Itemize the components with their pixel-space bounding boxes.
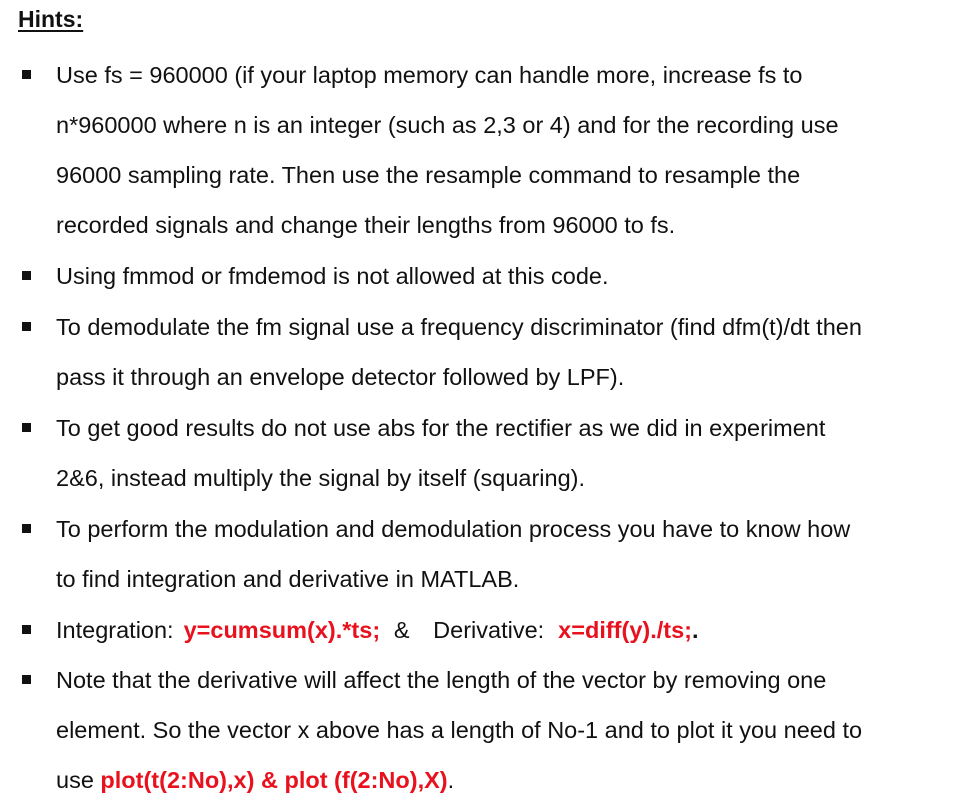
hint-1-line-1: Use fs = 960000 (if your laptop memory can handle more, increase fs to [56, 62, 803, 88]
hint-4-line-1: To get good results do not use abs for the rectifier as we did in experiment [56, 415, 826, 441]
hint-5-line-1: To perform the modulation and demodulation process you have to know how [56, 516, 851, 542]
trailing-period: . [692, 617, 699, 643]
hint-3-line-1: To demodulate the fm signal use a frequency discriminator (find dfm(t)/dt then [56, 314, 862, 340]
bullet-marker [22, 625, 31, 634]
hint-7-line-1: Note that the derivative will affect the length of the vector by removing one [56, 667, 827, 693]
integration-code: y=cumsum(x).*ts; [183, 617, 381, 643]
hint-5-line-2: to find integration and derivative in MATLAB. [56, 566, 520, 592]
hint-2-line-1: Using fmmod or fmdemod is not allowed at this code. [56, 263, 609, 289]
ampersand: & [393, 617, 410, 643]
hint-4-line-2: 2&6, instead multiply the signal by itself (squaring). [56, 465, 586, 491]
hint-7-line-3 [56, 765, 454, 795]
hint-1-line-4: recorded signals and change their lengths from 96000 to fs. [56, 212, 676, 238]
hint-7-prefix: use [56, 767, 94, 793]
bullet-marker [22, 675, 31, 684]
bullet-marker [22, 423, 31, 432]
bullet-marker [22, 70, 31, 79]
hint-1-line-2: n*960000 where n is an integer (such as 2,3 or 4) and for the recording use [56, 112, 839, 138]
plot-code: plot(t(2:No),x) & plot (f(2:No),X) [100, 767, 448, 793]
hint-6-formulas [56, 615, 699, 645]
bullet-marker [22, 524, 31, 533]
hints-heading: Hints: [18, 6, 84, 32]
derivative-label: Derivative: [433, 617, 545, 643]
bullet-marker [22, 322, 31, 331]
hint-1-line-3: 96000 sampling rate. Then use the resample command to resample the [56, 162, 801, 188]
hint-7-suffix: . [447, 767, 455, 793]
integration-label: Integration: [56, 617, 174, 643]
hint-3-line-2: pass it through an envelope detector followed by LPF). [56, 364, 625, 390]
bullet-marker [22, 271, 31, 280]
hint-7-line-2: element. So the vector x above has a length of No-1 and to plot it you need to [56, 717, 863, 743]
derivative-code: x=diff(y)./ts; [558, 617, 693, 643]
